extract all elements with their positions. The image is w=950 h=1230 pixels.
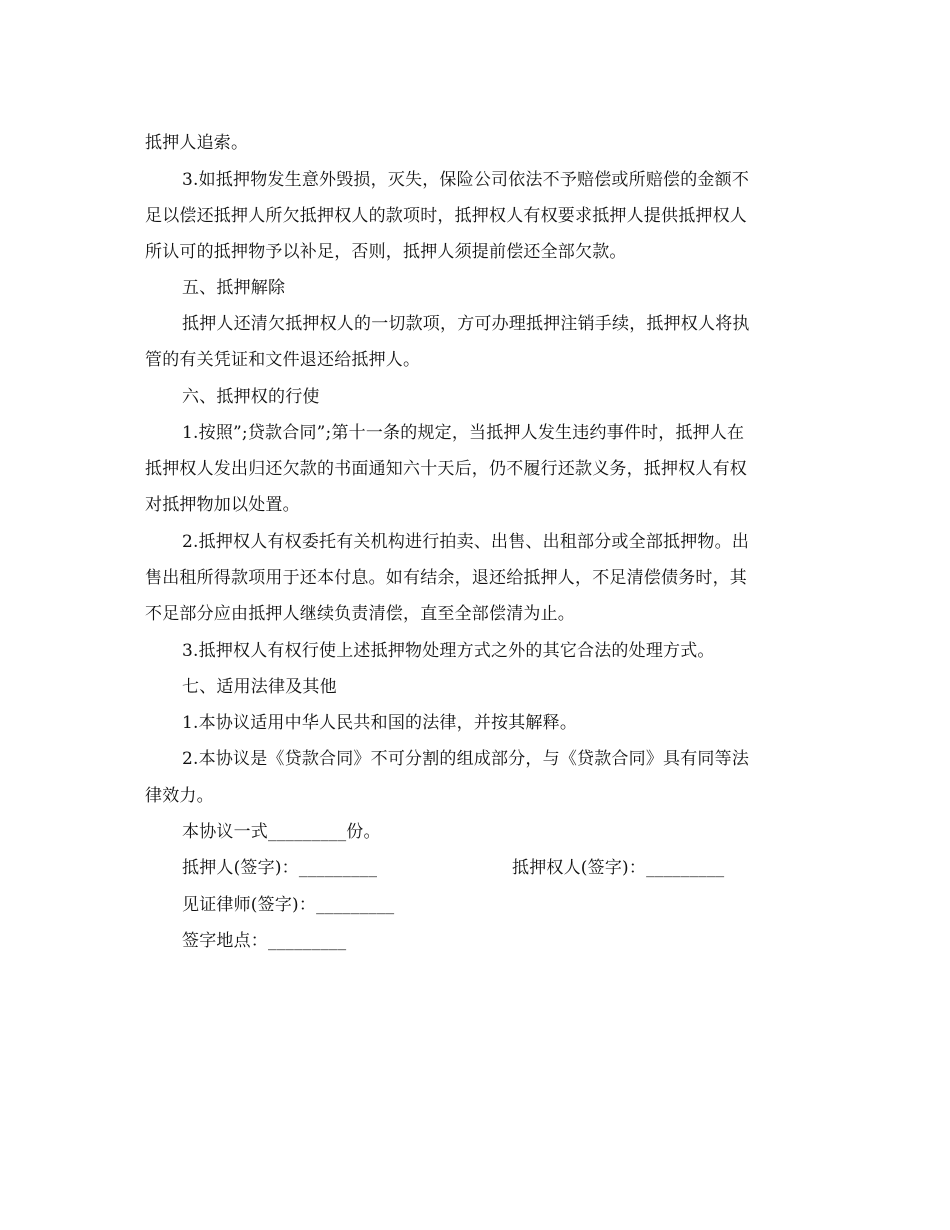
text-line: 2.抵押权人有权委托有关机构进行拍卖、出售、出租部分或全部抵押物。出 [182,532,750,552]
text-line: 3.抵押权人有权行使上述抵押物处理方式之外的其它合法的处理方式。 [182,641,715,661]
text-line: 2.本协议是《贷款合同》不可分割的组成部分，与《贷款合同》具有同等法 [182,749,750,769]
text-line: 抵押权人发出归还欠款的书面通知六十天后，仍不履行还款义务，抵押权人有权 [145,459,747,479]
mortgagor-signature: 抵押人(签字)：_________ [182,858,378,878]
text-line: 足以偿还抵押人所欠抵押权人的款项时，抵押权人有权要求抵押人提供抵押权人 [145,206,747,226]
section-heading: 七、适用法律及其他 [182,677,337,697]
section-heading: 五、抵押解除 [182,278,286,298]
copies-line: 本协议一式_________份。 [182,822,381,842]
signing-place: 签字地点：_________ [182,931,347,951]
section-heading: 六、抵押权的行使 [182,387,320,407]
witness-signature: 见证律师(签字)：_________ [182,895,395,915]
text-line: 抵押人追索。 [145,133,249,153]
text-line: 3.如抵押物发生意外毁损，灭失，保险公司依法不予赔偿或所赔偿的金额不 [182,170,750,190]
text-line: 1.本协议适用中华人民共和国的法律，并按其解释。 [182,713,578,733]
text-line: 对抵押物加以处置。 [145,495,300,515]
text-line: 不足部分应由抵押人继续负责清偿，直至全部偿清为止。 [145,604,575,624]
text-line: 管的有关凭证和文件退还给抵押人。 [145,350,421,370]
text-line: 1.按照”;贷款合同”;第十一条的规定，当抵押人发生违约事件时，抵押人在 [182,423,745,443]
text-line: 所认可的抵押物予以补足，否则，抵押人须提前偿还全部欠款。 [145,242,627,262]
text-line: 抵押人还清欠抵押权人的一切款项，方可办理抵押注销手续，抵押权人将执 [182,314,750,334]
mortgagee-signature: 抵押权人(签字)：_________ [512,858,725,878]
text-line: 律效力。 [145,786,214,806]
text-line: 售出租所得款项用于还本付息。如有结余，退还给抵押人，不足清偿债务时，其 [145,568,747,588]
